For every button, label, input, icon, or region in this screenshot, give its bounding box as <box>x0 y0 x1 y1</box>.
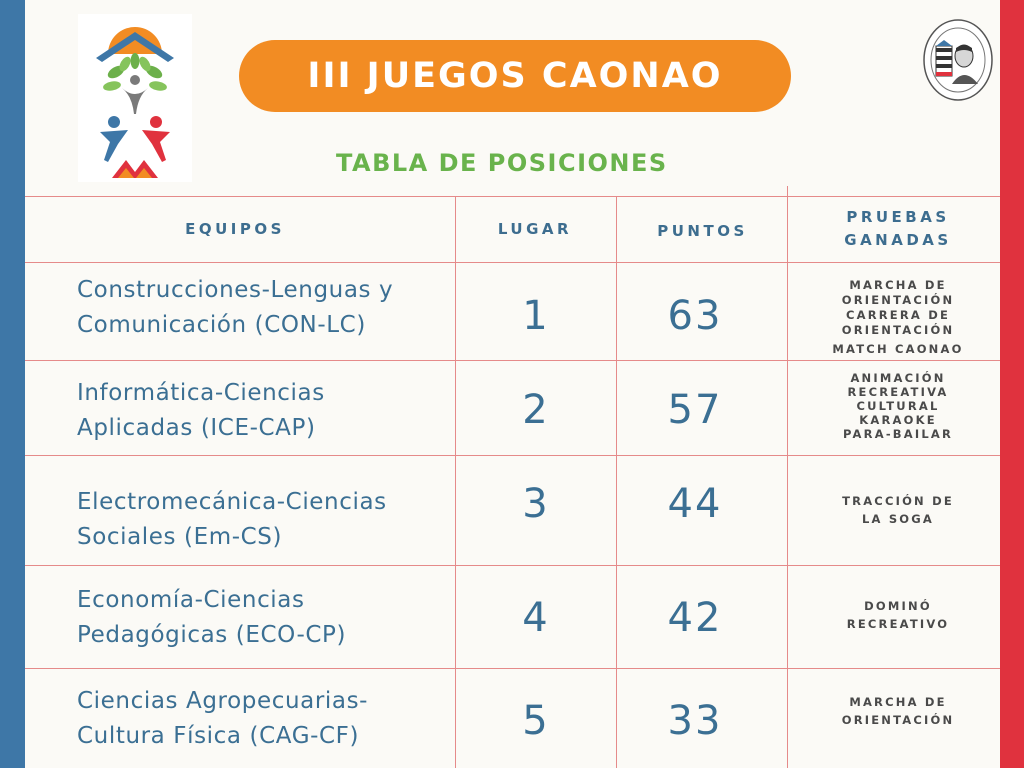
team-name-line2: Sociales (Em-CS) <box>77 524 283 550</box>
table-divider <box>25 455 1000 456</box>
team-name-line1: Economía-Ciencias <box>77 587 305 613</box>
event-item: CULTURAL <box>856 399 940 413</box>
events-won <box>800 278 996 357</box>
table-row-team <box>77 376 447 446</box>
event-item: RECREATIVA <box>847 385 949 399</box>
team-name-line2: Cultura Física (CAG-CF) <box>77 723 360 749</box>
event-item: LA SOGA <box>861 512 935 526</box>
place-value: 1 <box>522 293 548 339</box>
column-divider <box>616 196 617 768</box>
column-header-teams: EQUIPOS <box>185 220 285 238</box>
table-divider <box>25 565 1000 566</box>
events-won <box>800 693 996 729</box>
column-header-events-line2: GANADAS <box>844 231 952 249</box>
event-item: ORIENTACIÓN <box>841 293 955 307</box>
event-item: TRACCIÓN DE <box>842 494 954 508</box>
table-row-team <box>77 684 447 754</box>
event-item: KARAOKE <box>859 413 937 427</box>
event-item: ORIENTACIÓN <box>841 323 955 337</box>
event-item: RECREATIVO <box>846 617 950 631</box>
table-divider <box>25 360 1000 361</box>
page-title: III JUEGOS CAONAO <box>239 40 791 112</box>
team-name-line1: Electromecánica-Ciencias <box>77 489 387 515</box>
table-row-team <box>77 583 447 653</box>
event-item: PARA-BAILAR <box>842 427 954 441</box>
event-item: ORIENTACIÓN <box>841 713 955 727</box>
table-border <box>25 196 1000 197</box>
table-divider <box>25 668 1000 669</box>
right-color-band <box>1000 0 1024 768</box>
team-name-line2: Pedagógicas (ECO-CP) <box>77 622 347 648</box>
team-name-line1: Ciencias Agropecuarias- <box>77 688 369 714</box>
points-value: 63 <box>667 293 723 339</box>
team-name-line1: Informática-Ciencias <box>77 380 325 406</box>
events-won <box>800 492 996 528</box>
table-row-team <box>77 273 447 343</box>
team-name-line2: Aplicadas (ICE-CAP) <box>77 415 316 441</box>
points-value: 42 <box>667 595 723 641</box>
column-header-points: PUNTOS <box>657 222 748 240</box>
table-row-team <box>77 485 447 555</box>
event-item: MARCHA DE <box>849 278 947 292</box>
team-name-line1: Construcciones-Lenguas y <box>77 277 394 303</box>
events-won <box>800 597 996 633</box>
column-header-events-line1: PRUEBAS <box>846 208 950 226</box>
column-header-events <box>800 208 996 249</box>
event-item: CARRERA DE <box>845 308 951 322</box>
table-subtitle: TABLA DE POSICIONES <box>336 149 668 177</box>
table-divider <box>25 262 1000 263</box>
points-value: 33 <box>667 698 723 744</box>
events-won <box>800 371 996 441</box>
column-divider <box>787 186 788 768</box>
column-divider <box>455 196 456 768</box>
place-value: 3 <box>522 481 548 527</box>
place-value: 2 <box>522 387 548 433</box>
event-item: MATCH CAONAO <box>832 342 964 356</box>
points-value: 57 <box>667 387 723 433</box>
left-color-band <box>0 0 25 768</box>
event-item: MARCHA DE <box>849 695 947 709</box>
event-item: ANIMACIÓN <box>850 371 946 385</box>
place-value: 4 <box>522 595 548 641</box>
team-name-line2: Comunicación (CON-LC) <box>77 312 366 338</box>
points-value: 44 <box>667 481 723 527</box>
event-item: DOMINÓ <box>864 599 932 613</box>
column-header-place: LUGAR <box>497 220 573 238</box>
place-value: 5 <box>522 698 548 744</box>
